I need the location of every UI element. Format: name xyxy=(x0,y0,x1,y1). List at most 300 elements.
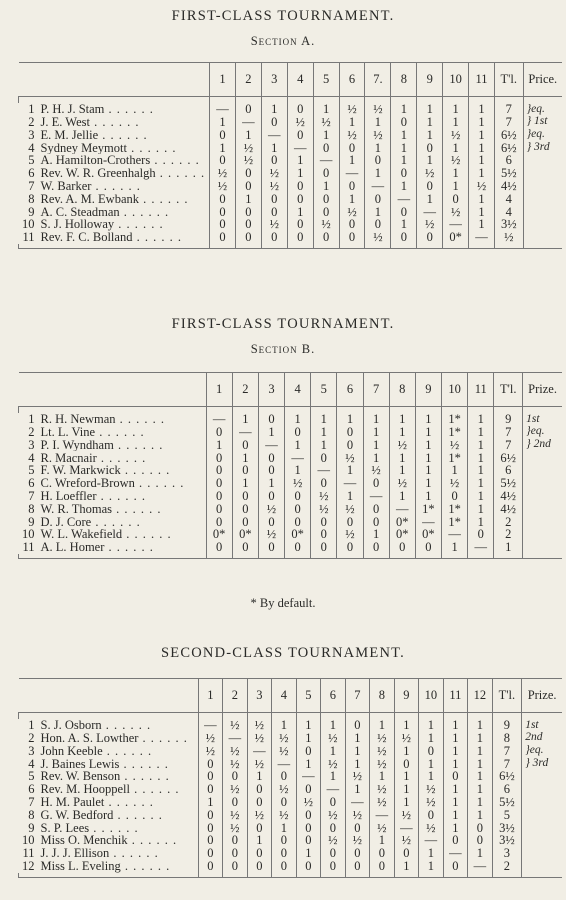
player-name-text: Rev. A. M. Ewbank xyxy=(40,192,139,206)
player-number: 10 xyxy=(22,218,35,231)
score-cell: ½ xyxy=(285,477,311,490)
score-cell: 0 xyxy=(391,205,417,218)
column-header: 6 xyxy=(337,373,363,407)
score-cell: 1 xyxy=(394,770,419,783)
score-cell: 0 xyxy=(206,426,232,439)
player-number: 2 xyxy=(28,115,35,129)
player-name-text: J. Baines Lewis xyxy=(40,757,120,771)
player-name-text: E. M. Jellie xyxy=(40,128,99,142)
score-cell: ½ xyxy=(441,439,467,452)
table-row xyxy=(19,719,563,732)
score-cell: 0 xyxy=(258,541,284,554)
score-cell: ½ xyxy=(419,783,444,796)
prize-cell: }eq. xyxy=(523,426,562,439)
player-number: 7 xyxy=(28,795,35,809)
total-cell: 3½ xyxy=(492,834,522,847)
prize-cell xyxy=(522,770,562,783)
score-cell: 1 xyxy=(468,503,494,516)
score-cell: 0 xyxy=(296,860,321,873)
score-cell: — xyxy=(363,490,389,503)
score-cell: — xyxy=(285,451,311,464)
total-cell: 8 xyxy=(492,732,522,745)
player-name-text: Sydney Meymott xyxy=(40,141,127,155)
table-row xyxy=(19,757,563,770)
score-cell: 0 xyxy=(391,167,417,180)
score-cell: 1 xyxy=(389,451,415,464)
score-cell: — xyxy=(443,218,469,231)
score-cell: — xyxy=(370,809,395,822)
score-cell: 0 xyxy=(468,834,493,847)
score-cell: 0 xyxy=(285,490,311,503)
score-cell: — xyxy=(311,464,337,477)
player-name: 9 D. J. Core . . . . . . xyxy=(19,515,207,528)
player-name: 9 A. C. Steadman . . . . . . xyxy=(19,205,210,218)
score-cell: ½ xyxy=(337,451,363,464)
player-name: 9 S. P. Lees . . . . . . xyxy=(19,821,199,834)
prize-cell: 2nd xyxy=(522,732,562,745)
score-cell: — xyxy=(389,503,415,516)
score-cell: 0* xyxy=(443,231,469,244)
player-name-text: G. W. Bedford xyxy=(40,808,114,822)
table-row xyxy=(19,490,563,503)
table-row xyxy=(19,821,563,834)
score-cell: 0 xyxy=(363,477,389,490)
score-cell: 1 xyxy=(469,103,495,116)
score-cell: 1 xyxy=(417,103,443,116)
score-cell: 1* xyxy=(441,413,467,426)
score-cell: ½ xyxy=(223,809,248,822)
score-cell: ½ xyxy=(417,218,443,231)
score-cell: ½ xyxy=(272,809,297,822)
score-cell: 0 xyxy=(232,490,258,503)
player-number: 10 xyxy=(22,834,35,847)
score-cell: 0 xyxy=(198,783,223,796)
score-cell: 0* xyxy=(206,528,232,541)
score-cell: 0 xyxy=(206,451,232,464)
score-cell: ½ xyxy=(370,732,395,745)
score-cell: 1 xyxy=(391,180,417,193)
player-name: 10 S. J. Holloway . . . . . . xyxy=(19,218,210,231)
score-cell: ½ xyxy=(223,719,248,732)
score-cell: 0 xyxy=(223,770,248,783)
score-cell: ½ xyxy=(345,809,370,822)
score-cell: 1 xyxy=(232,477,258,490)
score-cell: 1 xyxy=(272,719,297,732)
score-cell: 0* xyxy=(389,515,415,528)
score-cell: 1 xyxy=(296,732,321,745)
score-cell: 1 xyxy=(415,477,441,490)
score-cell: ½ xyxy=(417,167,443,180)
score-cell: 1 xyxy=(258,426,284,439)
score-cell: 0 xyxy=(258,515,284,528)
score-cell: 1 xyxy=(389,413,415,426)
score-cell: 0 xyxy=(261,154,287,167)
column-header: 7 xyxy=(363,373,389,407)
player-name-text: R. H. Newman xyxy=(40,413,116,426)
score-cell: 0 xyxy=(365,154,391,167)
score-cell: 1 xyxy=(419,719,444,732)
table-row xyxy=(19,834,563,847)
score-cell: ½ xyxy=(261,180,287,193)
score-cell: ½ xyxy=(345,770,370,783)
player-name: 4 J. Baines Lewis . . . . . . xyxy=(19,757,199,770)
score-cell: 0 xyxy=(247,847,272,860)
score-cell: 1 xyxy=(363,413,389,426)
player-number: 11 xyxy=(22,846,35,860)
score-cell: 1 xyxy=(261,103,287,116)
score-cell: ½ xyxy=(321,809,346,822)
score-cell: 0 xyxy=(363,515,389,528)
player-name-text: John Keeble xyxy=(40,744,103,758)
column-header: 12 xyxy=(468,679,493,713)
score-cell: 1 xyxy=(235,193,261,206)
score-cell: 0 xyxy=(235,167,261,180)
column-header: 9 xyxy=(415,373,441,407)
player-name-text: W. Barker xyxy=(40,179,92,193)
score-cell: 0 xyxy=(206,490,232,503)
total-cell: 2 xyxy=(492,860,522,873)
score-cell: 0 xyxy=(339,218,365,231)
score-cell: — xyxy=(232,426,258,439)
score-cell: 1 xyxy=(415,413,441,426)
score-cell: 0 xyxy=(311,515,337,528)
score-cell: 1 xyxy=(468,732,493,745)
score-cell: 0 xyxy=(235,205,261,218)
score-cell: 0 xyxy=(311,477,337,490)
score-cell: ½ xyxy=(365,103,391,116)
column-header: 4 xyxy=(285,373,311,407)
table-row xyxy=(19,770,563,783)
score-cell: 0 xyxy=(210,193,236,206)
score-cell: 0 xyxy=(345,821,370,834)
player-name-text: Miss L. Eveling xyxy=(40,859,121,873)
score-cell: 0 xyxy=(321,796,346,809)
score-cell: 1 xyxy=(285,413,311,426)
player-name-text: H. Loeffler xyxy=(40,489,97,503)
score-cell: 0 xyxy=(285,503,311,516)
score-cell: 0 xyxy=(296,809,321,822)
score-cell: 0 xyxy=(313,141,339,154)
player-name: 10 W. L. Wakefield . . . . . . xyxy=(19,528,207,541)
header-blank xyxy=(19,373,207,407)
score-cell: 1 xyxy=(363,451,389,464)
total-cell: 4½ xyxy=(494,490,523,503)
prize-cell xyxy=(523,451,562,464)
score-cell: — xyxy=(206,413,232,426)
score-cell: 1* xyxy=(441,426,467,439)
total-cell: 3 xyxy=(492,847,522,860)
first-class-title-b: FIRST-CLASS TOURNAMENT. xyxy=(171,316,395,332)
score-cell: 1 xyxy=(345,783,370,796)
prize-cell: }eq. xyxy=(522,745,562,758)
score-cell: 0 xyxy=(198,757,223,770)
player-name: 12 Miss L. Eveling . . . . . . xyxy=(19,860,199,873)
score-cell: 1 xyxy=(468,451,494,464)
table-row xyxy=(19,541,563,554)
total-cell: ½ xyxy=(495,231,524,244)
score-cell: 1 xyxy=(443,783,468,796)
section-b-table xyxy=(18,372,562,559)
score-cell: 1 xyxy=(287,154,313,167)
score-cell: 1 xyxy=(417,116,443,129)
score-cell: 1 xyxy=(365,116,391,129)
score-cell: 0 xyxy=(311,528,337,541)
score-cell: 0 xyxy=(313,205,339,218)
score-cell: 1 xyxy=(391,141,417,154)
score-cell: 0* xyxy=(389,528,415,541)
prize-cell xyxy=(522,860,562,873)
score-cell: 1 xyxy=(468,464,494,477)
score-cell: 0 xyxy=(345,719,370,732)
score-cell: 1 xyxy=(339,193,365,206)
score-cell: — xyxy=(365,180,391,193)
score-cell: 1 xyxy=(443,796,468,809)
score-cell: 0 xyxy=(247,860,272,873)
score-cell: 1 xyxy=(261,141,287,154)
score-cell: ½ xyxy=(337,503,363,516)
score-cell: 0 xyxy=(363,541,389,554)
table-row xyxy=(19,205,563,218)
score-cell: 0 xyxy=(285,426,311,439)
score-cell: 0 xyxy=(339,141,365,154)
score-cell: 1 xyxy=(391,129,417,142)
table-row xyxy=(19,426,563,439)
column-header: 1 xyxy=(198,679,223,713)
score-cell: ½ xyxy=(313,116,339,129)
score-cell: 1 xyxy=(337,413,363,426)
prize-cell xyxy=(523,515,562,528)
player-name-text: S. P. Lees xyxy=(40,821,90,835)
score-cell: 0 xyxy=(313,231,339,244)
prize-cell: }eq. xyxy=(523,103,562,116)
player-number: 12 xyxy=(22,859,35,873)
total-cell: 6 xyxy=(494,464,523,477)
column-header: T'l. xyxy=(495,63,524,97)
player-name-text: P. H. J. Stam xyxy=(40,103,105,116)
table-row xyxy=(19,732,563,745)
score-cell: 1 xyxy=(468,770,493,783)
score-cell: — xyxy=(261,129,287,142)
prize-cell xyxy=(522,834,562,847)
column-header: 10 xyxy=(419,679,444,713)
score-cell: 0 xyxy=(468,821,493,834)
score-cell: ½ xyxy=(247,809,272,822)
column-header: 2 xyxy=(235,63,261,97)
player-name: 10 Miss O. Menchik . . . . . . xyxy=(19,834,199,847)
score-cell: 1 xyxy=(468,439,494,452)
column-header: 8 xyxy=(370,679,395,713)
score-cell: 0 xyxy=(258,490,284,503)
score-cell: ½ xyxy=(443,129,469,142)
score-cell: 0 xyxy=(206,541,232,554)
score-cell: — xyxy=(235,116,261,129)
prize-cell xyxy=(523,154,562,167)
table-row xyxy=(19,860,563,873)
score-cell: — xyxy=(337,477,363,490)
table-row xyxy=(19,809,563,822)
score-cell: 0 xyxy=(285,541,311,554)
score-cell: 1 xyxy=(232,451,258,464)
player-name-text: Miss O. Menchik xyxy=(40,834,128,847)
score-cell: 0 xyxy=(223,860,248,873)
score-cell: 1* xyxy=(441,451,467,464)
score-cell: ½ xyxy=(258,528,284,541)
score-cell: 0 xyxy=(287,231,313,244)
table-row xyxy=(19,745,563,758)
table-row xyxy=(19,218,563,231)
player-name: 11 Rev. F. C. Bolland . . . . . . xyxy=(19,231,210,244)
score-cell: ½ xyxy=(313,218,339,231)
score-cell: 0 xyxy=(296,783,321,796)
score-cell: 1 xyxy=(468,847,493,860)
score-cell: 0 xyxy=(287,193,313,206)
score-cell: ½ xyxy=(272,783,297,796)
score-cell: ½ xyxy=(339,129,365,142)
score-cell: 0 xyxy=(272,770,297,783)
score-cell: 1 xyxy=(468,515,494,528)
total-cell: 5½ xyxy=(495,167,524,180)
prize-cell xyxy=(523,503,562,516)
score-cell: 1 xyxy=(345,745,370,758)
score-cell: 1 xyxy=(468,490,494,503)
score-cell: 1 xyxy=(415,464,441,477)
player-name-text: J. J. J. Ellison xyxy=(40,846,110,860)
score-cell: ½ xyxy=(321,732,346,745)
table-row xyxy=(19,477,563,490)
score-cell: 0 xyxy=(296,745,321,758)
player-number: 6 xyxy=(28,782,35,796)
player-name-text: A. L. Homer xyxy=(40,540,105,554)
score-cell: 1 xyxy=(469,141,495,154)
score-cell: — xyxy=(321,783,346,796)
score-cell: 0 xyxy=(419,809,444,822)
score-cell: 0 xyxy=(206,515,232,528)
score-cell: 0* xyxy=(232,528,258,541)
table-row xyxy=(19,154,563,167)
score-cell: 1 xyxy=(363,439,389,452)
score-cell: 1 xyxy=(415,451,441,464)
prize-cell xyxy=(522,796,562,809)
total-cell: 6½ xyxy=(495,129,524,142)
score-cell: 0 xyxy=(417,231,443,244)
score-cell: 0* xyxy=(285,528,311,541)
table-row xyxy=(19,103,563,116)
score-cell: 0 xyxy=(296,834,321,847)
score-cell: 0 xyxy=(272,796,297,809)
total-cell: 6 xyxy=(492,783,522,796)
score-cell: 1 xyxy=(443,809,468,822)
player-name: 8 W. R. Thomas . . . . . . xyxy=(19,503,207,516)
prize-cell: } 1st xyxy=(523,116,562,129)
prize-cell: 1st xyxy=(523,413,562,426)
total-cell: 7 xyxy=(494,426,523,439)
total-cell: 6½ xyxy=(492,770,522,783)
score-cell: 0 xyxy=(443,770,468,783)
score-cell: 1 xyxy=(296,719,321,732)
score-cell: 1 xyxy=(311,439,337,452)
prize-cell xyxy=(523,464,562,477)
score-cell: 1 xyxy=(313,129,339,142)
score-cell: ½ xyxy=(321,757,346,770)
player-name: 1 P. H. J. Stam . . . . . . xyxy=(19,103,210,116)
score-cell: — xyxy=(223,732,248,745)
column-header: 3 xyxy=(258,373,284,407)
score-cell: ½ xyxy=(370,757,395,770)
player-name: 11 A. L. Homer . . . . . . xyxy=(19,541,207,554)
score-cell: 1 xyxy=(337,490,363,503)
score-cell: 0 xyxy=(198,821,223,834)
player-name: 2 Hon. A. S. Lowther . . . . . . xyxy=(19,732,199,745)
score-cell: ½ xyxy=(337,528,363,541)
player-number: 1 xyxy=(28,103,35,116)
score-cell: 1 xyxy=(468,745,493,758)
footnote: * By default. xyxy=(250,596,316,610)
header-blank xyxy=(19,63,210,97)
player-number: 11 xyxy=(22,540,35,554)
score-cell: 0 xyxy=(258,413,284,426)
score-cell: 1 xyxy=(443,745,468,758)
column-header: 9 xyxy=(417,63,443,97)
player-name-text: Rev. M. Hooppell xyxy=(40,782,130,796)
score-cell: 0 xyxy=(287,218,313,231)
player-name: 3 John Keeble . . . . . . xyxy=(19,745,199,758)
score-cell: ½ xyxy=(394,732,419,745)
player-number: 11 xyxy=(22,230,35,244)
player-name: 4 Sydney Meymott . . . . . . xyxy=(19,141,210,154)
score-cell: 1 xyxy=(321,770,346,783)
score-cell: 1 xyxy=(365,167,391,180)
player-number: 3 xyxy=(28,744,35,758)
score-cell: 1 xyxy=(370,719,395,732)
score-cell: ½ xyxy=(419,821,444,834)
score-cell: 1 xyxy=(287,205,313,218)
player-name-text: P. I. Wyndham xyxy=(40,438,114,452)
score-cell: 1 xyxy=(443,732,468,745)
score-cell: — xyxy=(394,821,419,834)
score-cell: ½ xyxy=(419,796,444,809)
total-cell: 7 xyxy=(495,103,524,116)
score-cell: 0 xyxy=(311,451,337,464)
column-header: 11 xyxy=(443,679,468,713)
score-cell: ½ xyxy=(261,218,287,231)
score-cell: 0 xyxy=(417,180,443,193)
score-cell: 0 xyxy=(370,860,395,873)
score-cell: 0 xyxy=(443,860,468,873)
score-cell: 0 xyxy=(210,218,236,231)
score-cell: — xyxy=(247,745,272,758)
score-cell: ½ xyxy=(365,231,391,244)
column-header: 10 xyxy=(443,63,469,97)
section-a-table xyxy=(18,62,562,249)
player-name: 5 Rev. W. Benson . . . . . . xyxy=(19,770,199,783)
first-class-title-a: FIRST-CLASS TOURNAMENT. xyxy=(171,8,395,24)
score-cell: 0 xyxy=(337,515,363,528)
score-cell: — xyxy=(417,205,443,218)
total-cell: 6½ xyxy=(494,451,523,464)
score-cell: ½ xyxy=(311,490,337,503)
score-cell: 1 xyxy=(210,141,236,154)
score-cell: 0 xyxy=(321,847,346,860)
score-cell: 1 xyxy=(313,103,339,116)
score-cell: ½ xyxy=(339,205,365,218)
prize-cell xyxy=(523,218,562,231)
player-name: 6 Rev. M. Hooppell . . . . . . xyxy=(19,783,199,796)
score-cell: 1 xyxy=(443,116,469,129)
score-cell: ½ xyxy=(370,796,395,809)
player-number: 9 xyxy=(28,515,35,529)
score-cell: 0 xyxy=(261,205,287,218)
score-cell: 1 xyxy=(468,477,494,490)
